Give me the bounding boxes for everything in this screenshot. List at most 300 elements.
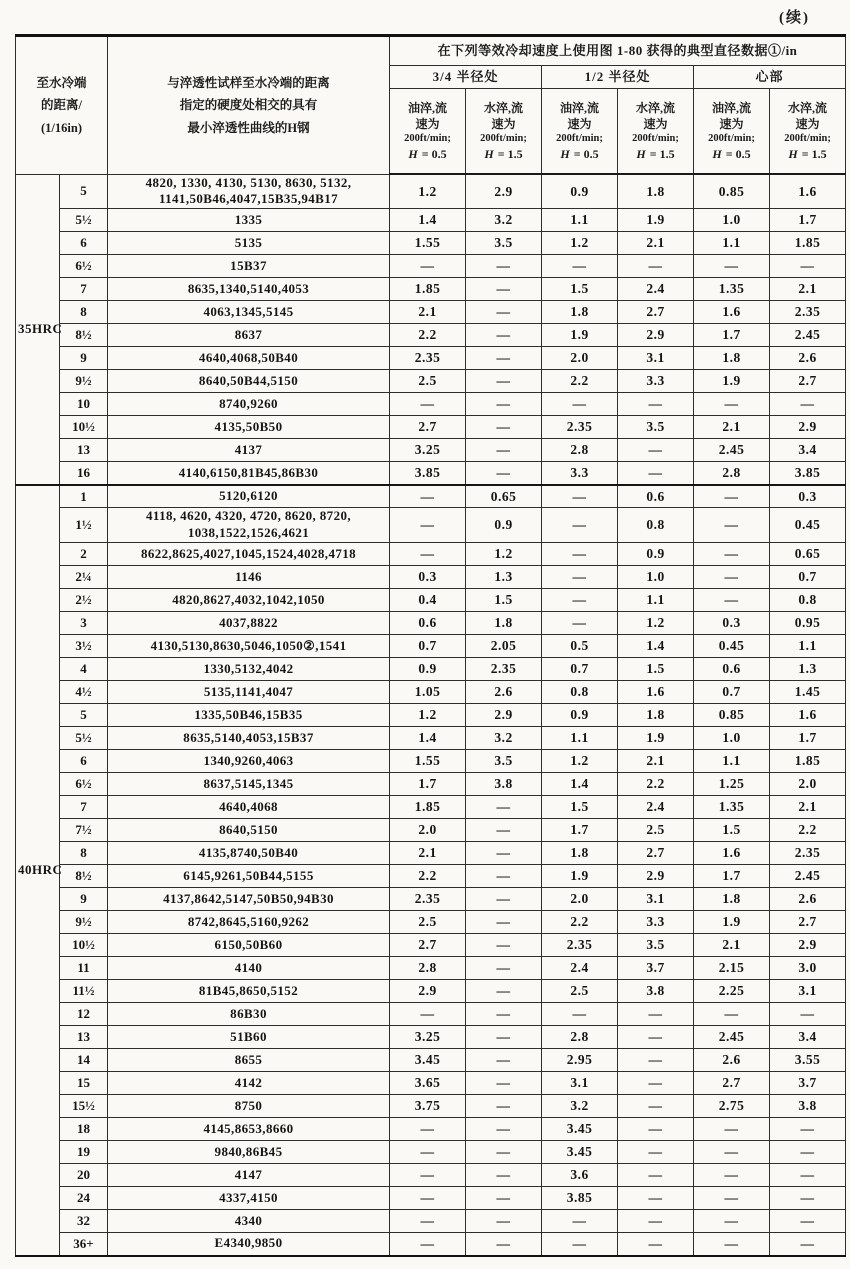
table-row: [16, 324, 846, 347]
value-cell-2: —: [542, 543, 618, 566]
header-span-title: 在下列等效冷却速度上使用图 1-80 获得的典型直径数据①/in: [390, 36, 846, 66]
value-cell-2: 3.6: [542, 1164, 618, 1187]
header-subcol-1: 水淬,流 速为 200ft/min; H = 1.5: [466, 89, 542, 175]
distance-cell: 9: [60, 347, 108, 370]
header-subcol-0: 油淬,流 速为 200ft/min; H = 0.5: [390, 89, 466, 175]
value-cell-0: 2.1: [390, 301, 466, 324]
distance-cell: 1: [60, 485, 108, 508]
steel-grades-cell: 8750: [108, 1095, 390, 1118]
distance-cell: 2½: [60, 589, 108, 612]
table-row: [16, 1210, 846, 1233]
distance-cell: 6: [60, 232, 108, 255]
section-label-40hrc: 40HRC: [16, 485, 60, 1256]
value-cell-3: —: [618, 1026, 694, 1049]
value-cell-4: —: [694, 1141, 770, 1164]
table-row: [16, 727, 846, 750]
steel-grades-cell: 9840,86B45: [108, 1141, 390, 1164]
value-cell-3: —: [618, 1049, 694, 1072]
value-cell-4: —: [694, 543, 770, 566]
value-cell-5: 3.4: [770, 439, 846, 462]
distance-cell: 8½: [60, 324, 108, 347]
steel-grades-cell: 4137,8642,5147,50B50,94B30: [108, 888, 390, 911]
value-cell-3: —: [618, 439, 694, 462]
value-cell-4: 1.8: [694, 347, 770, 370]
steel-grades-cell: 4130,5130,8630,5046,1050②,1541: [108, 635, 390, 658]
value-cell-2: 1.8: [542, 301, 618, 324]
table-row: [16, 416, 846, 439]
header-distance-column: 至水冷端 的距离/ (1/16in): [16, 36, 108, 175]
value-cell-3: 2.1: [618, 232, 694, 255]
value-cell-1: —: [466, 980, 542, 1003]
value-cell-1: —: [466, 934, 542, 957]
steel-grades-cell: 8637,5145,1345: [108, 773, 390, 796]
value-cell-4: —: [694, 1003, 770, 1026]
value-cell-5: 1.7: [770, 727, 846, 750]
distance-cell: 7: [60, 278, 108, 301]
value-cell-2: 1.7: [542, 819, 618, 842]
hardenability-table: [15, 34, 846, 1257]
value-cell-4: 1.7: [694, 324, 770, 347]
table-row: [16, 589, 846, 612]
value-cell-1: —: [466, 324, 542, 347]
table-row: [16, 1072, 846, 1095]
value-cell-1: —: [466, 462, 542, 485]
value-cell-5: 2.9: [770, 934, 846, 957]
value-cell-1: 1.3: [466, 566, 542, 589]
value-cell-3: 3.1: [618, 347, 694, 370]
steel-grades-cell: 4037,8822: [108, 612, 390, 635]
value-cell-0: 3.65: [390, 1072, 466, 1095]
steel-grades-cell: 8742,8645,5160,9262: [108, 911, 390, 934]
table-row: [16, 439, 846, 462]
value-cell-5: 2.6: [770, 347, 846, 370]
value-cell-1: —: [466, 1141, 542, 1164]
value-cell-3: 3.1: [618, 888, 694, 911]
value-cell-1: 3.2: [466, 209, 542, 232]
value-cell-4: 2.1: [694, 416, 770, 439]
header-group-half-radius: 1/2 半径处: [542, 66, 694, 89]
steel-grades-cell: 4135,8740,50B40: [108, 842, 390, 865]
value-cell-0: —: [390, 1210, 466, 1233]
distance-cell: 4: [60, 658, 108, 681]
value-cell-0: 1.05: [390, 681, 466, 704]
value-cell-5: 2.6: [770, 888, 846, 911]
value-cell-5: 0.3: [770, 485, 846, 508]
value-cell-4: —: [694, 566, 770, 589]
value-cell-1: 0.65: [466, 485, 542, 508]
value-cell-2: 0.9: [542, 704, 618, 727]
distance-cell: 6½: [60, 773, 108, 796]
distance-cell: 8: [60, 301, 108, 324]
value-cell-0: 2.7: [390, 416, 466, 439]
steel-grades-cell: 8740,9260: [108, 393, 390, 416]
value-cell-2: 2.95: [542, 1049, 618, 1072]
value-cell-0: 1.85: [390, 796, 466, 819]
value-cell-4: 0.6: [694, 658, 770, 681]
distance-cell: 10: [60, 393, 108, 416]
table-row: [16, 1141, 846, 1164]
value-cell-2: 1.4: [542, 773, 618, 796]
value-cell-1: 2.6: [466, 681, 542, 704]
value-cell-1: 2.05: [466, 635, 542, 658]
value-cell-2: 1.2: [542, 232, 618, 255]
steel-grades-cell: 1340,9260,4063: [108, 750, 390, 773]
value-cell-4: 1.5: [694, 819, 770, 842]
value-cell-0: —: [390, 543, 466, 566]
steel-grades-cell: 8622,8625,4027,1045,1524,4028,4718: [108, 543, 390, 566]
value-cell-0: —: [390, 393, 466, 416]
value-cell-0: 0.6: [390, 612, 466, 635]
value-cell-5: 3.55: [770, 1049, 846, 1072]
value-cell-3: 1.2: [618, 612, 694, 635]
steel-grades-cell: 4118, 4620, 4320, 4720, 8620, 8720, 1038,1522,1526,4621: [108, 508, 390, 543]
value-cell-5: —: [770, 1118, 846, 1141]
value-cell-5: 2.35: [770, 842, 846, 865]
value-cell-4: 1.6: [694, 842, 770, 865]
value-cell-4: —: [694, 255, 770, 278]
value-cell-0: 1.2: [390, 704, 466, 727]
value-cell-5: —: [770, 255, 846, 278]
value-cell-3: 1.8: [618, 174, 694, 209]
value-cell-4: 2.6: [694, 1049, 770, 1072]
distance-cell: 16: [60, 462, 108, 485]
value-cell-2: —: [542, 485, 618, 508]
steel-grades-cell: 4145,8653,8660: [108, 1118, 390, 1141]
value-cell-5: 1.85: [770, 232, 846, 255]
distance-cell: 9½: [60, 911, 108, 934]
value-cell-3: 2.9: [618, 324, 694, 347]
value-cell-2: 1.2: [542, 750, 618, 773]
value-cell-1: —: [466, 819, 542, 842]
table-row: [16, 347, 846, 370]
value-cell-4: 2.45: [694, 1026, 770, 1049]
steel-grades-cell: 4137: [108, 439, 390, 462]
value-cell-5: 0.95: [770, 612, 846, 635]
steel-grades-cell: 4140: [108, 957, 390, 980]
value-cell-3: 0.9: [618, 543, 694, 566]
value-cell-1: —: [466, 1095, 542, 1118]
value-cell-4: —: [694, 508, 770, 543]
distance-cell: 1½: [60, 508, 108, 543]
distance-cell: 11½: [60, 980, 108, 1003]
value-cell-3: 3.8: [618, 980, 694, 1003]
value-cell-2: 0.5: [542, 635, 618, 658]
table-row: [16, 543, 846, 566]
value-cell-4: 1.35: [694, 278, 770, 301]
value-cell-1: —: [466, 439, 542, 462]
value-cell-1: 1.5: [466, 589, 542, 612]
distance-cell: 24: [60, 1187, 108, 1210]
distance-cell: 8: [60, 842, 108, 865]
table-row: [16, 819, 846, 842]
value-cell-5: 1.6: [770, 174, 846, 209]
value-cell-1: 2.35: [466, 658, 542, 681]
value-cell-1: —: [466, 1003, 542, 1026]
value-cell-2: —: [542, 255, 618, 278]
steel-grades-cell: 1335: [108, 209, 390, 232]
distance-cell: 14: [60, 1049, 108, 1072]
table-row: [16, 370, 846, 393]
value-cell-3: 2.9: [618, 865, 694, 888]
value-cell-2: 1.9: [542, 324, 618, 347]
steel-grades-cell: 8640,50B44,5150: [108, 370, 390, 393]
value-cell-3: —: [618, 1072, 694, 1095]
distance-cell: 11: [60, 957, 108, 980]
value-cell-4: —: [694, 1164, 770, 1187]
value-cell-3: —: [618, 1210, 694, 1233]
section-label-35hrc: 35HRC: [16, 174, 60, 485]
value-cell-4: 0.85: [694, 174, 770, 209]
value-cell-1: —: [466, 865, 542, 888]
value-cell-4: 1.0: [694, 727, 770, 750]
value-cell-1: 1.8: [466, 612, 542, 635]
value-cell-4: 2.75: [694, 1095, 770, 1118]
value-cell-3: —: [618, 255, 694, 278]
value-cell-0: 2.5: [390, 911, 466, 934]
value-cell-0: 2.8: [390, 957, 466, 980]
steel-grades-cell: 86B30: [108, 1003, 390, 1026]
value-cell-5: 1.85: [770, 750, 846, 773]
value-cell-3: 3.5: [618, 934, 694, 957]
distance-cell: 5½: [60, 727, 108, 750]
steel-grades-cell: 81B45,8650,5152: [108, 980, 390, 1003]
value-cell-0: 2.2: [390, 865, 466, 888]
value-cell-5: —: [770, 1003, 846, 1026]
value-cell-5: —: [770, 1210, 846, 1233]
value-cell-4: 2.8: [694, 462, 770, 485]
steel-grades-cell: 8635,1340,5140,4053: [108, 278, 390, 301]
steel-grades-cell: 8635,5140,4053,15B37: [108, 727, 390, 750]
value-cell-3: 2.1: [618, 750, 694, 773]
header-subcol-3: 水淬,流 速为 200ft/min; H = 1.5: [618, 89, 694, 175]
value-cell-1: —: [466, 301, 542, 324]
value-cell-3: —: [618, 1118, 694, 1141]
value-cell-0: 1.55: [390, 232, 466, 255]
distance-cell: 15½: [60, 1095, 108, 1118]
distance-cell: 10½: [60, 416, 108, 439]
value-cell-3: 2.7: [618, 301, 694, 324]
value-cell-3: 1.8: [618, 704, 694, 727]
table-row: [16, 980, 846, 1003]
value-cell-0: —: [390, 1164, 466, 1187]
distance-cell: 36+: [60, 1233, 108, 1256]
value-cell-2: 2.0: [542, 888, 618, 911]
value-cell-0: 2.5: [390, 370, 466, 393]
steel-grades-cell: 8655: [108, 1049, 390, 1072]
value-cell-2: —: [542, 589, 618, 612]
table-row: [16, 865, 846, 888]
value-cell-0: 3.85: [390, 462, 466, 485]
value-cell-5: 2.9: [770, 416, 846, 439]
value-cell-5: 3.1: [770, 980, 846, 1003]
value-cell-1: —: [466, 796, 542, 819]
steel-grades-cell: 4063,1345,5145: [108, 301, 390, 324]
value-cell-4: —: [694, 1187, 770, 1210]
table-row: [16, 704, 846, 727]
value-cell-4: —: [694, 393, 770, 416]
value-cell-2: 0.8: [542, 681, 618, 704]
value-cell-5: 3.7: [770, 1072, 846, 1095]
value-cell-3: 1.6: [618, 681, 694, 704]
table-row: [16, 750, 846, 773]
value-cell-0: 1.7: [390, 773, 466, 796]
value-cell-3: 1.9: [618, 209, 694, 232]
value-cell-1: 3.8: [466, 773, 542, 796]
value-cell-1: —: [466, 370, 542, 393]
value-cell-4: 1.0: [694, 209, 770, 232]
steel-grades-cell: 1146: [108, 566, 390, 589]
value-cell-4: 1.9: [694, 370, 770, 393]
value-cell-4: —: [694, 1210, 770, 1233]
value-cell-1: —: [466, 957, 542, 980]
value-cell-0: 2.35: [390, 347, 466, 370]
steel-grades-cell: 5135,1141,4047: [108, 681, 390, 704]
value-cell-5: —: [770, 1233, 846, 1256]
value-cell-3: 1.9: [618, 727, 694, 750]
value-cell-2: 1.1: [542, 209, 618, 232]
value-cell-3: 3.3: [618, 911, 694, 934]
value-cell-0: 3.45: [390, 1049, 466, 1072]
value-cell-4: 2.7: [694, 1072, 770, 1095]
steel-grades-cell: 4340: [108, 1210, 390, 1233]
value-cell-0: 3.25: [390, 439, 466, 462]
value-cell-0: 1.4: [390, 209, 466, 232]
table-row: [16, 888, 846, 911]
value-cell-4: 1.25: [694, 773, 770, 796]
value-cell-5: 3.8: [770, 1095, 846, 1118]
value-cell-2: —: [542, 566, 618, 589]
value-cell-5: 2.45: [770, 324, 846, 347]
value-cell-0: 0.3: [390, 566, 466, 589]
distance-cell: 9: [60, 888, 108, 911]
value-cell-2: 1.5: [542, 278, 618, 301]
value-cell-0: —: [390, 1233, 466, 1256]
value-cell-1: —: [466, 1026, 542, 1049]
table-row: [16, 612, 846, 635]
table-row: [16, 1164, 846, 1187]
table-body: [16, 174, 846, 1256]
distance-cell: 4½: [60, 681, 108, 704]
table-row: [16, 842, 846, 865]
value-cell-3: 1.0: [618, 566, 694, 589]
value-cell-2: 1.8: [542, 842, 618, 865]
value-cell-4: 2.1: [694, 934, 770, 957]
value-cell-4: 2.25: [694, 980, 770, 1003]
value-cell-2: 2.35: [542, 416, 618, 439]
value-cell-3: 1.4: [618, 635, 694, 658]
value-cell-2: 2.8: [542, 1026, 618, 1049]
value-cell-4: 0.85: [694, 704, 770, 727]
value-cell-3: —: [618, 393, 694, 416]
value-cell-1: —: [466, 1187, 542, 1210]
distance-cell: 12: [60, 1003, 108, 1026]
value-cell-0: —: [390, 1118, 466, 1141]
value-cell-5: —: [770, 393, 846, 416]
value-cell-2: 0.9: [542, 174, 618, 209]
value-cell-1: 2.9: [466, 174, 542, 209]
value-cell-5: —: [770, 1187, 846, 1210]
value-cell-4: 0.45: [694, 635, 770, 658]
value-cell-1: 0.9: [466, 508, 542, 543]
value-cell-0: 2.9: [390, 980, 466, 1003]
value-cell-2: 1.9: [542, 865, 618, 888]
value-cell-0: —: [390, 255, 466, 278]
table-row: [16, 485, 846, 508]
value-cell-4: 1.1: [694, 750, 770, 773]
distance-cell: 3½: [60, 635, 108, 658]
value-cell-2: 3.45: [542, 1141, 618, 1164]
table-row: [16, 1003, 846, 1026]
value-cell-1: 3.5: [466, 750, 542, 773]
value-cell-3: 2.4: [618, 796, 694, 819]
table-row: [16, 278, 846, 301]
value-cell-4: —: [694, 485, 770, 508]
value-cell-3: 0.8: [618, 508, 694, 543]
value-cell-2: 2.8: [542, 439, 618, 462]
steel-grades-cell: 4640,4068,50B40: [108, 347, 390, 370]
value-cell-1: —: [466, 1233, 542, 1256]
table-row: [16, 1118, 846, 1141]
header-row-title: [16, 36, 846, 66]
distance-cell: 19: [60, 1141, 108, 1164]
value-cell-0: 2.1: [390, 842, 466, 865]
table-row: [16, 957, 846, 980]
value-cell-3: 3.3: [618, 370, 694, 393]
value-cell-1: 3.5: [466, 232, 542, 255]
value-cell-4: 1.7: [694, 865, 770, 888]
distance-cell: 10½: [60, 934, 108, 957]
table-row: [16, 209, 846, 232]
value-cell-1: —: [466, 347, 542, 370]
steel-grades-cell: 8640,5150: [108, 819, 390, 842]
value-cell-1: —: [466, 278, 542, 301]
value-cell-4: 1.9: [694, 911, 770, 934]
value-cell-2: 1.5: [542, 796, 618, 819]
steel-grades-cell: 4142: [108, 1072, 390, 1095]
value-cell-0: 2.0: [390, 819, 466, 842]
value-cell-0: —: [390, 485, 466, 508]
steel-grades-cell: 5120,6120: [108, 485, 390, 508]
table-row: [16, 174, 846, 209]
value-cell-5: 0.8: [770, 589, 846, 612]
value-cell-5: 1.45: [770, 681, 846, 704]
value-cell-3: —: [618, 1003, 694, 1026]
value-cell-5: 2.45: [770, 865, 846, 888]
value-cell-1: —: [466, 1164, 542, 1187]
value-cell-5: 2.0: [770, 773, 846, 796]
value-cell-0: 2.2: [390, 324, 466, 347]
steel-grades-cell: 8637: [108, 324, 390, 347]
value-cell-2: 1.1: [542, 727, 618, 750]
steel-grades-cell: 4820,8627,4032,1042,1050: [108, 589, 390, 612]
table-row: [16, 911, 846, 934]
header-subcol-5: 水淬,流 速为 200ft/min; H = 1.5: [770, 89, 846, 175]
header-group-three-quarter-radius: 3/4 半径处: [390, 66, 542, 89]
steel-grades-cell: 1330,5132,4042: [108, 658, 390, 681]
value-cell-3: 1.5: [618, 658, 694, 681]
value-cell-2: —: [542, 1233, 618, 1256]
table-row: [16, 1187, 846, 1210]
value-cell-0: —: [390, 508, 466, 543]
value-cell-4: 1.8: [694, 888, 770, 911]
table-row: [16, 1095, 846, 1118]
value-cell-4: 2.15: [694, 957, 770, 980]
value-cell-3: 2.5: [618, 819, 694, 842]
value-cell-2: 2.4: [542, 957, 618, 980]
steel-grades-cell: 4337,4150: [108, 1187, 390, 1210]
value-cell-2: —: [542, 1003, 618, 1026]
value-cell-1: —: [466, 911, 542, 934]
